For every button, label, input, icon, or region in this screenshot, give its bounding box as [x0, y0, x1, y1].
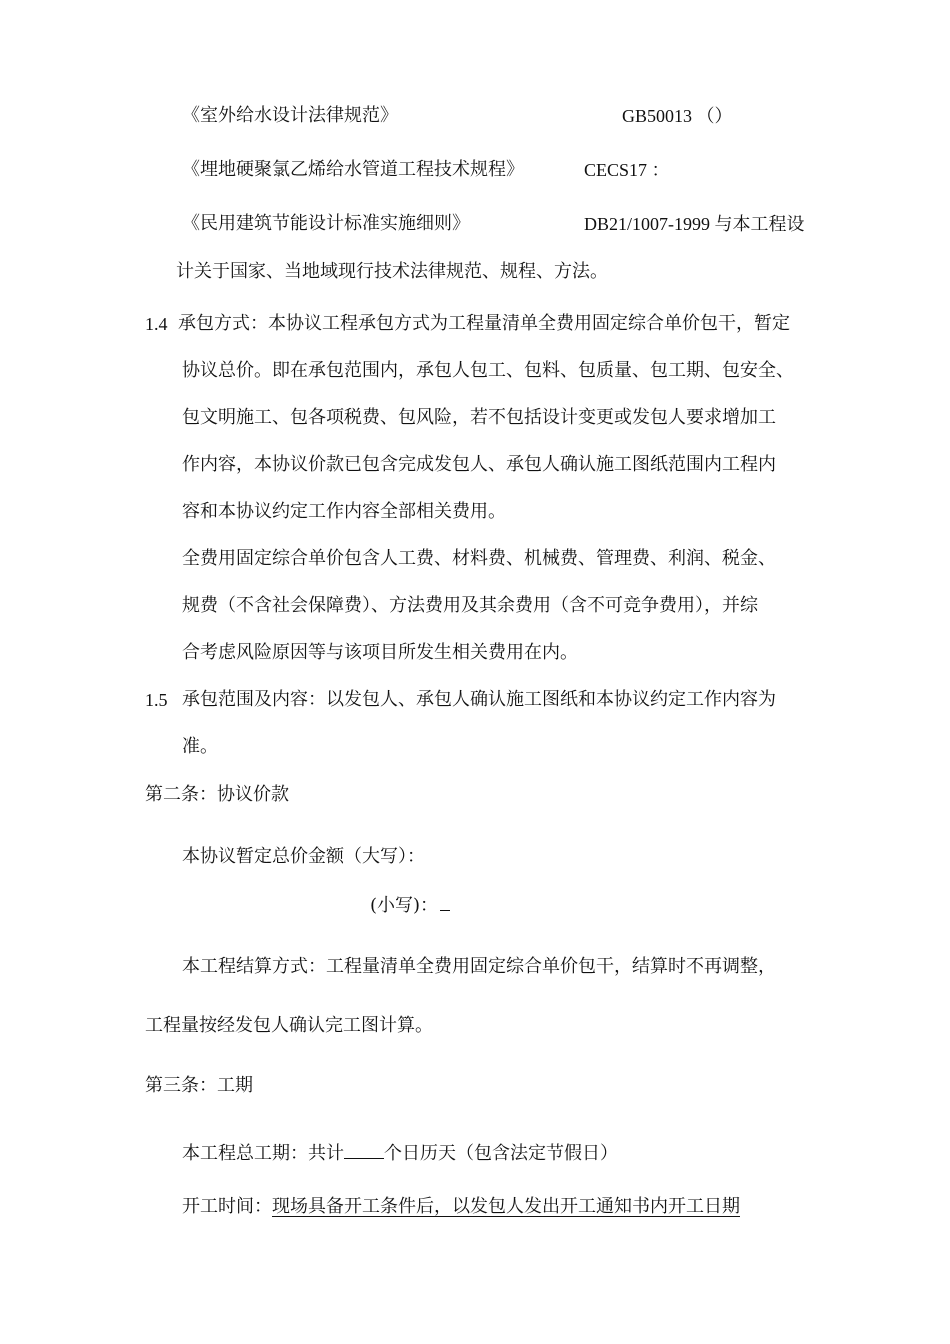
amount-lower-label [370, 892, 450, 918]
section-1-4-line: 规费（不含社会保障费）、方法费用及其余费用（含不可竞争费用），并综 [182, 595, 758, 616]
start-time-value: 现场具备开工条件后，以发包人发出开工通知书内开工日期 [272, 1196, 740, 1217]
standard-code: DB21/1007-1999 与本工程设 [584, 214, 805, 234]
duration-suffix: 个日历天（包含法定节假日） [384, 1143, 618, 1164]
standards-continuation: 计关于国家、当地域现行技术法律规范、规程、方法。 [176, 261, 608, 282]
section-1-4-line: 承包方式：本协议工程承包方式为工程量清单全费用固定综合单价包干，暂定 [178, 313, 790, 334]
section-1-4-line: 协议总价。即在承包范围内，承包人包工、包料、包质量、包工期、包安全、 [182, 360, 794, 381]
standard-name: 《室外给水设计法律规范》 [182, 105, 398, 126]
duration-line [182, 1140, 618, 1166]
standard-code: GB50013 （） [622, 106, 733, 126]
section-number: 1.5 [145, 690, 168, 710]
amount-lower-blank [440, 892, 450, 911]
amount-lower-text: (小写)： [370, 895, 439, 916]
section-number: 1.4 [145, 314, 168, 334]
standard-code: CECS17 ： [584, 160, 670, 180]
settlement-line: 本工程结算方式：工程量清单全费用固定综合单价包干，结算时不再调整， [182, 956, 776, 977]
standard-name: 《民用建筑节能设计标准实施细则》 [182, 213, 470, 234]
settlement-line: 工程量按经发包人确认完工图计算。 [145, 1015, 433, 1036]
article-2-title: 第二条：协议价款 [145, 784, 289, 805]
duration-blank [344, 1140, 384, 1159]
section-1-4-line: 作内容，本协议价款已包含完成发包人、承包人确认施工图纸范围内工程内 [182, 454, 776, 475]
section-1-4-line: 容和本协议约定工作内容全部相关费用。 [182, 501, 506, 522]
amount-upper-label: 本协议暂定总价金额（大写）： [182, 846, 425, 867]
section-1-5-line: 承包范围及内容：以发包人、承包人确认施工图纸和本协议约定工作内容为 [182, 689, 776, 710]
start-time-line [182, 1195, 740, 1219]
section-1-4-line: 包文明施工、包各项税费、包风险，若不包括设计变更或发包人要求增加工 [182, 407, 776, 428]
section-1-4-line: 全费用固定综合单价包含人工费、材料费、机械费、管理费、利润、税金、 [182, 548, 776, 569]
start-time-label: 开工时间： [182, 1196, 272, 1217]
duration-prefix: 本工程总工期：共计 [182, 1143, 344, 1164]
section-1-5-line: 准。 [182, 736, 218, 757]
section-1-4-line: 合考虑风险原因等与该项目所发生相关费用在内。 [182, 642, 578, 663]
standard-name: 《埋地硬聚氯乙烯给水管道工程技术规程》 [182, 159, 524, 180]
article-3-title: 第三条：工期 [145, 1075, 253, 1096]
